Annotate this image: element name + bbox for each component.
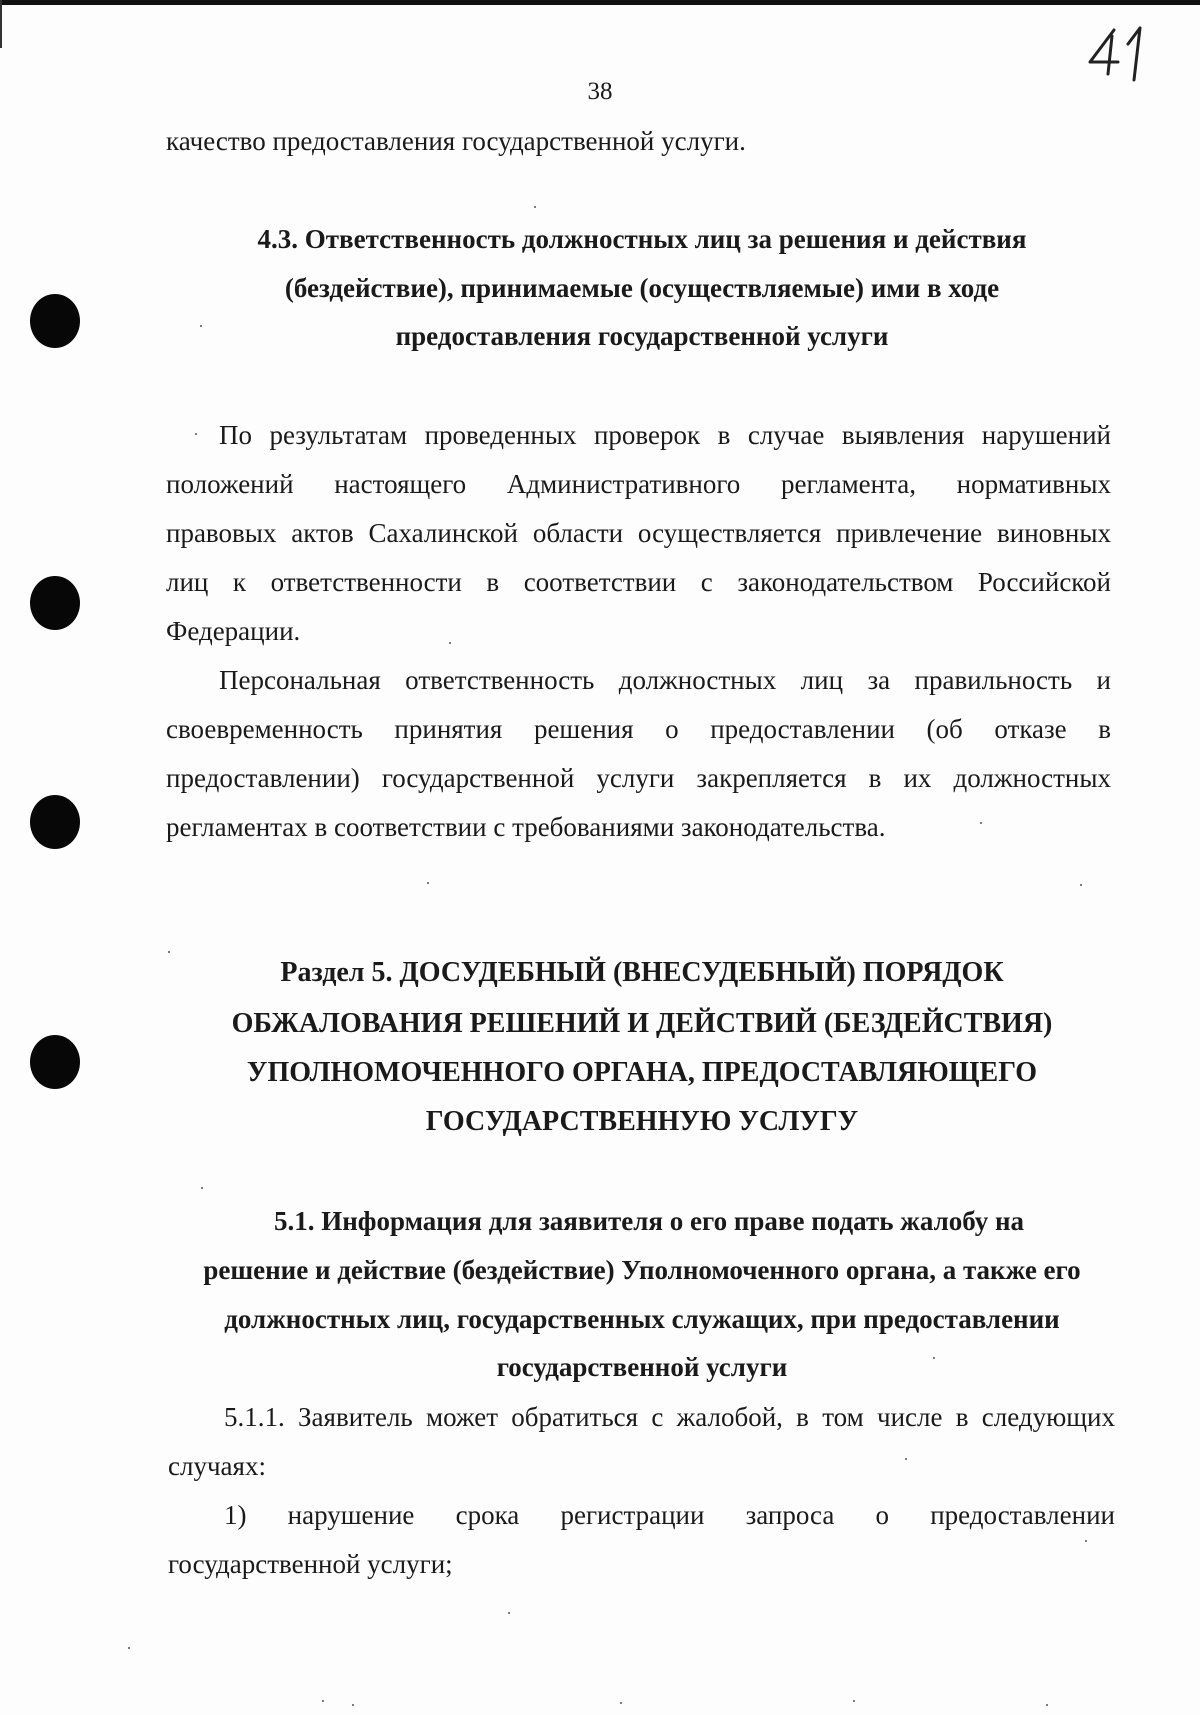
scan-speck (201, 1187, 203, 1189)
scan-speck (449, 642, 451, 644)
section-4-3-heading-line: (бездействие), принимаемые (осуществляемые) ими в ходе (284, 273, 1000, 303)
scan-speck (905, 1458, 907, 1460)
scan-speck (1046, 1704, 1048, 1706)
scan-left-edge (0, 0, 2, 48)
section-4-3-heading-line: предоставления государственной услуги (395, 321, 889, 351)
clause-line: 5.1.1. Заявитель может обратиться с жалобой, в том числе в следующих (224, 1402, 1115, 1432)
paragraph-line: По результатам проведенных проверок в случае выявления нарушений (219, 420, 1111, 450)
scan-speck (620, 1702, 622, 1704)
section-4-3-heading-line: 4.3. Ответственность должностных лиц за решения и действия (257, 224, 1027, 254)
paragraph-line: предоставлении) государственной услуги закрепляется в их должностных (166, 763, 1111, 793)
scan-speck (853, 1700, 855, 1702)
scan-speck (352, 1704, 354, 1706)
scan-speck (1085, 1540, 1087, 1542)
paragraph-line: регламентах в соответствии с требованиями законодательства. (166, 812, 886, 842)
section-5-heading-line: ГОСУДАРСТВЕННУЮ УСЛУГУ (425, 1106, 859, 1137)
paragraph-line: Персональная ответственность должностных лиц за правильность и (219, 665, 1111, 695)
paragraph-line: правовых актов Сахалинской области осуществляется привлечение виновных (166, 518, 1111, 548)
scan-speck (980, 822, 982, 824)
paragraph-line: Федерации. (166, 616, 301, 646)
list-item-line: 1) нарушение срока регистрации запроса о предоставлении (224, 1500, 1115, 1530)
scan-speck (128, 1647, 130, 1649)
section-5-1-heading-line: решение и действие (бездействие) Уполномоченного органа, а также его (203, 1255, 1081, 1285)
scan-speck (427, 882, 429, 884)
punch-hole (30, 1035, 80, 1089)
punch-hole (30, 294, 80, 348)
scan-speck (200, 325, 202, 327)
paragraph-line: лиц к ответственности в соответствии с законодательством Российской (166, 567, 1111, 597)
section-5-heading-line: УПОЛНОМОЧЕННОГО ОРГАНА, ПРЕДОСТАВЛЯЮЩЕГО (246, 1057, 1038, 1088)
paragraph-line: положений настоящего Административного регламента, нормативных (166, 469, 1111, 499)
scan-speck (1080, 884, 1082, 886)
section-5-1-heading-line: государственной услуги (496, 1352, 788, 1382)
section-5-1-heading-line: должностных лиц, государственных служащих, при предоставлении (224, 1304, 1060, 1334)
scan-speck (195, 433, 197, 435)
scan-top-edge (0, 0, 1200, 5)
paragraph-line: своевременность принятия решения о предоставлении (об отказе в (166, 714, 1111, 744)
section-5-heading-line: ОБЖАЛОВАНИЯ РЕШЕНИЙ И ДЕЙСТВИЙ (БЕЗДЕЙСТВИЯ) (231, 1008, 1053, 1039)
punch-hole (30, 795, 80, 849)
scan-speck (508, 1612, 510, 1614)
handwritten-page-number (1084, 22, 1152, 82)
scan-speck (534, 206, 536, 208)
clause-line: случаях: (168, 1451, 266, 1481)
list-item-line: государственной услуги; (168, 1549, 453, 1579)
scan-speck (933, 1357, 935, 1359)
scan-speck (168, 951, 170, 953)
section-5-heading-line: Раздел 5. ДОСУДЕБНЫЙ (ВНЕСУДЕБНЫЙ) ПОРЯДОК (280, 957, 1004, 988)
section-5-1-heading-line: 5.1. Информация для заявителя о его праве подать жалобу на (274, 1206, 1025, 1236)
page-number: 38 (587, 78, 613, 105)
punch-hole (30, 576, 80, 630)
intro-line: качество предоставления государственной услуги. (166, 126, 746, 156)
scan-speck (322, 1700, 324, 1702)
